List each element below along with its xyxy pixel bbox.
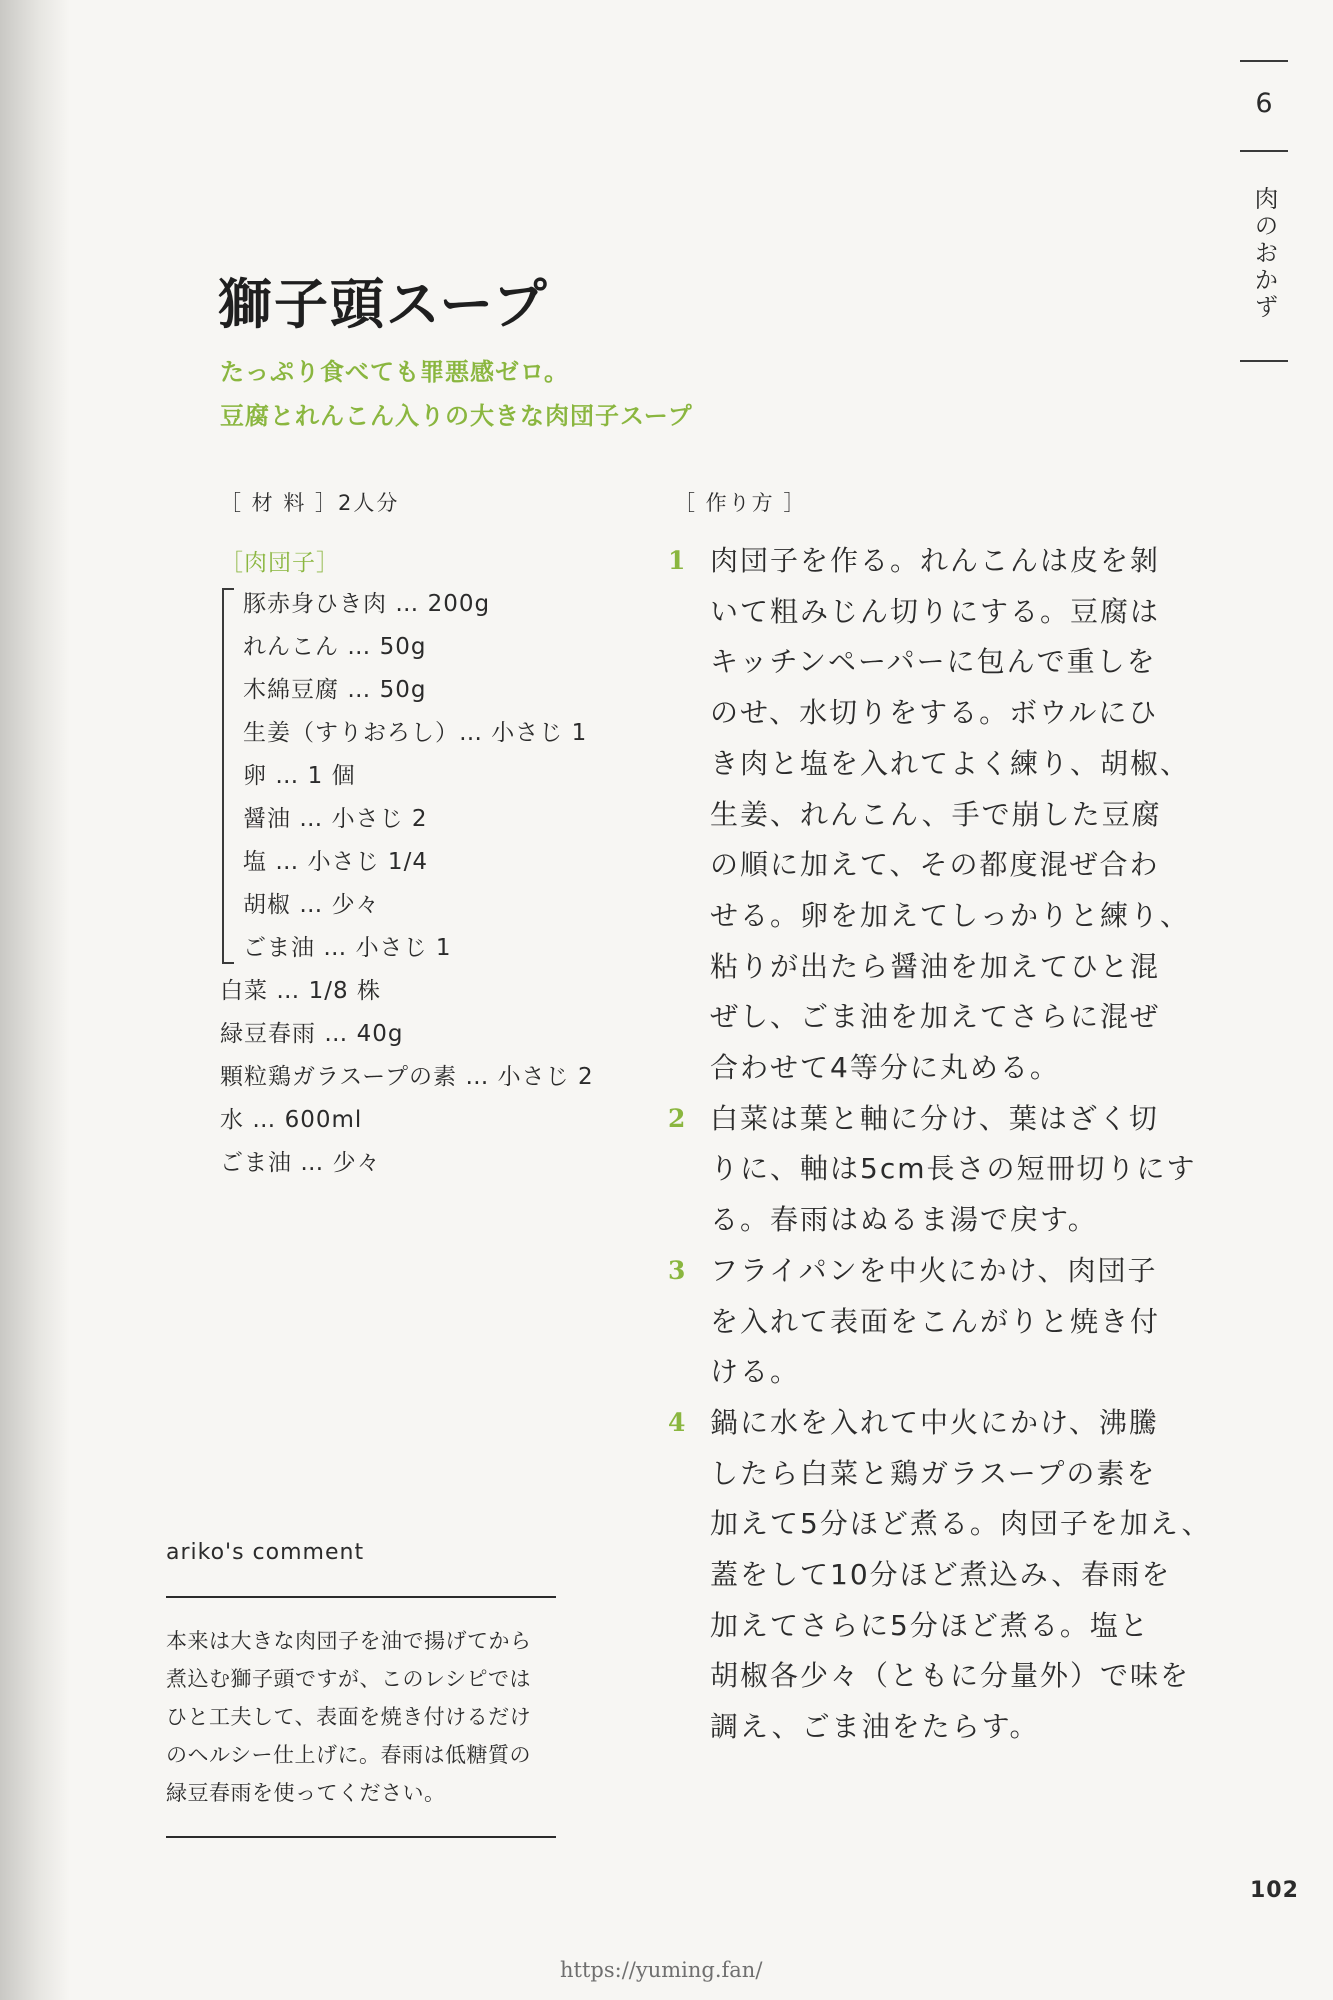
ingredient-item: ごま油 … 小さじ 1 [243, 935, 452, 961]
step-line: 生姜、れんこん、手で崩した豆腐 [710, 797, 1162, 831]
subtitle-line: たっぷり食べても罪悪感ゼロ。 [220, 358, 570, 386]
chapter-title: 肉のおかず [1250, 186, 1278, 321]
step-line: キッチンペーパーに包んで重しを [710, 645, 1157, 679]
comment-text [166, 1622, 532, 1812]
step-line: ける。 [710, 1355, 801, 1389]
meatball-group-label: ［肉団子］ [220, 550, 340, 576]
step-line: 鍋に水を入れて中火にかけ、沸騰 [710, 1405, 1159, 1439]
step-line: 粘りが出たら醤油を加えてひと混 [710, 949, 1161, 983]
method-step [668, 1246, 1228, 1398]
step-number: 3 [668, 1255, 686, 1285]
ingredient-item: 水 … 600ml [220, 1107, 363, 1133]
watermark-url: https://yuming.fan/ [560, 1958, 763, 1982]
method-steps [668, 536, 1228, 1753]
ingredient-item: 醤油 … 小さじ 2 [243, 806, 428, 832]
page-number: 102 [1250, 1878, 1299, 1903]
step-line: せる。卵を加えてしっかりと練り、 [710, 898, 1191, 932]
other-ingredient-list [220, 970, 594, 1185]
step-line: 蓋をして10分ほど煮込み、春雨を [710, 1558, 1172, 1592]
comment-line: 煮込む獅子頭ですが、このレシピでは [166, 1667, 531, 1691]
page-gutter-shadow [0, 0, 70, 2000]
step-line: 加えて5分ほど煮る。肉団子を加え、 [710, 1507, 1212, 1541]
comment-rule-bottom [166, 1836, 556, 1838]
step-line: 胡椒各少々（ともに分量外）で味を [710, 1659, 1191, 1693]
step-number: 1 [668, 546, 686, 575]
ingredient-item: 胡椒 … 少々 [243, 892, 380, 918]
step-line: のせ、水切りをする。ボウルにひ [710, 696, 1159, 730]
ingredient-item: 豚赤身ひき肉 … 200g [243, 591, 491, 617]
ingredient-item: 卵 … 1 個 [243, 763, 356, 789]
step-line: 肉団子を作る。れんこんは皮を剝 [710, 544, 1161, 577]
chapter-rule-top [1240, 60, 1288, 62]
step-line: る。春雨はぬるま湯で戻す。 [710, 1203, 1098, 1237]
ingredient-item: ごま油 … 少々 [220, 1150, 381, 1176]
step-text [710, 1246, 1160, 1398]
step-line: ぜし、ごま油を加えてさらに混ぜ [710, 1000, 1161, 1034]
comment-heading: ariko's comment [166, 1540, 365, 1565]
recipe-title: 獅子頭スープ [218, 273, 549, 336]
step-line: き肉と塩を入れてよく練り、胡椒、 [710, 746, 1191, 780]
chapter-rule-bottom [1240, 360, 1288, 362]
method-step [668, 536, 1228, 1094]
ingredients-header: ［ 材 料 ］2人分 [220, 491, 400, 515]
step-line: の順に加えて、その都度混ぜ合わ [710, 848, 1160, 882]
subtitle-line: 豆腐とれんこん入りの大きな肉団子スープ [220, 402, 693, 430]
meatball-ingredient-list [243, 583, 587, 970]
method-header: ［ 作り方 ］ [674, 491, 807, 515]
step-number: 2 [668, 1103, 686, 1133]
ingredient-item: 緑豆春雨 … 40g [220, 1021, 404, 1047]
step-number: 4 [668, 1407, 686, 1437]
step-line: を入れて表面をこんがりと焼き付 [710, 1304, 1161, 1338]
ingredient-item: 塩 … 小さじ 1/4 [243, 849, 428, 875]
chapter-rule-middle [1240, 150, 1288, 152]
ingredient-item: れんこん … 50g [243, 634, 427, 660]
comment-line: ひと工夫して、表面を焼き付けるだけ [166, 1705, 532, 1729]
ingredient-item: 木綿豆腐 … 50g [243, 677, 427, 703]
recipe-subtitle [220, 350, 693, 438]
comment-line: 緑豆春雨を使ってください。 [166, 1781, 446, 1805]
ingredient-item: 顆粒鶏ガラスープの素 … 小さじ 2 [220, 1064, 594, 1090]
group-bracket [222, 588, 234, 964]
step-line: 合わせて4等分に丸める。 [710, 1051, 1060, 1085]
step-text [710, 536, 1190, 1094]
step-text [710, 1094, 1197, 1246]
step-line: りに、軸は5cm長さの短冊切りにす [710, 1152, 1197, 1186]
comment-rule-top [166, 1596, 556, 1598]
method-step [668, 1094, 1228, 1246]
step-line: 調え、ごま油をたらす。 [710, 1710, 1040, 1744]
comment-line: のヘルシー仕上げに。春雨は低糖質の [166, 1743, 531, 1767]
step-line: 加えてさらに5分ほど煮る。塩と [710, 1608, 1150, 1642]
step-line: いて粗みじん切りにする。豆腐は [710, 594, 1161, 628]
step-line: フライパンを中火にかけ、肉団子 [710, 1253, 1158, 1287]
ingredient-item: 生姜（すりおろし）… 小さじ 1 [243, 720, 588, 746]
step-text [710, 1398, 1212, 1753]
step-line: したら白菜と鶏ガラスープの素を [710, 1456, 1157, 1490]
comment-line: 本来は大きな肉団子を油で揚げてから [166, 1629, 532, 1653]
chapter-number: 6 [1255, 88, 1273, 119]
step-line: 白菜は葉と軸に分け、葉はざく切 [710, 1101, 1159, 1135]
ingredient-item: 白菜 … 1/8 株 [220, 978, 381, 1004]
method-step [668, 1398, 1228, 1753]
